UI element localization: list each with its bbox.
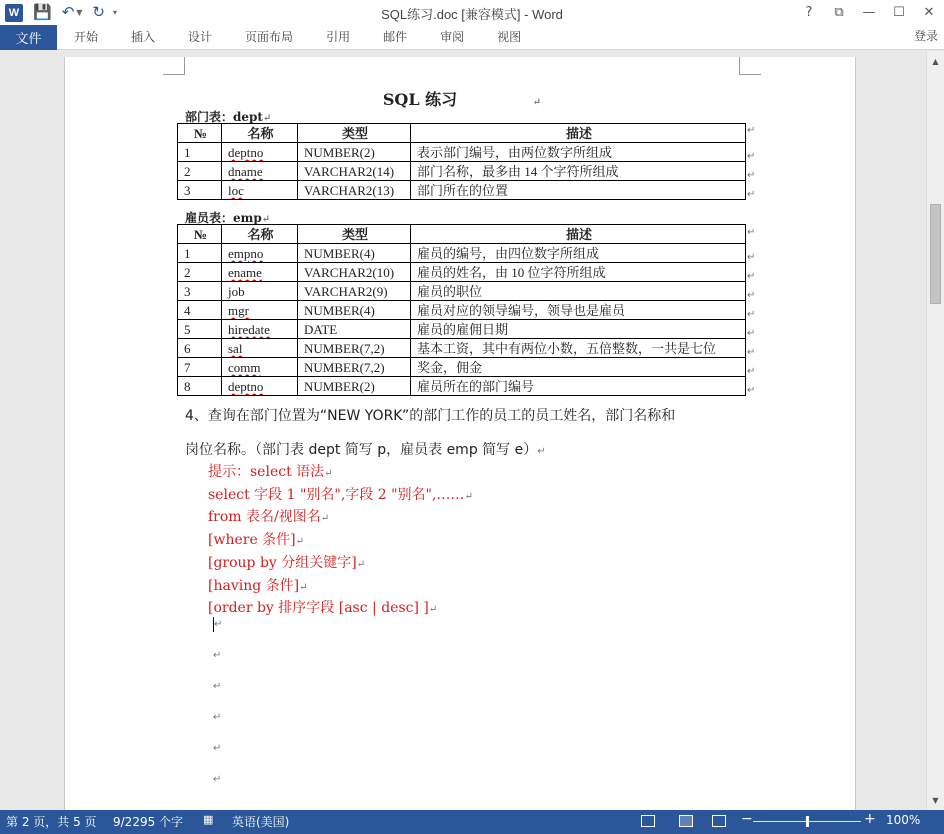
table-cell: DATE xyxy=(298,320,411,339)
ribbon-display-options-button[interactable]: ⧉ xyxy=(834,5,844,20)
row-end-mark: ↵ xyxy=(747,271,756,282)
page-count[interactable]: 第 2 页，共 5 页 xyxy=(6,815,97,829)
crop-mark xyxy=(163,57,185,75)
customize-qat-icon[interactable]: ▾ xyxy=(113,8,118,17)
table-row xyxy=(178,162,746,181)
hint-line xyxy=(208,530,473,553)
row-end-mark: ↵ xyxy=(747,227,756,238)
document-page[interactable] xyxy=(64,57,856,810)
row-end-mark: ↵ xyxy=(747,290,756,301)
table-cell: VARCHAR2(14) xyxy=(298,162,411,181)
empty-paragraph[interactable] xyxy=(213,671,222,702)
table-header-row xyxy=(178,225,746,244)
paragraph-mark: ↵ xyxy=(299,581,308,593)
table-header-cell: № xyxy=(178,124,222,143)
table-header-cell: № xyxy=(178,225,222,244)
hint-line-text: select 字段 1 "别名",字段 2 "别名",…… xyxy=(208,486,465,503)
paragraph-mark: ↵ xyxy=(261,214,271,225)
row-end-mark: ↵ xyxy=(747,385,756,396)
hint-line xyxy=(208,598,473,621)
paragraph-mark: ↵ xyxy=(324,468,333,479)
tab-file[interactable]: 文件 xyxy=(0,25,57,50)
document-title-text: SQL 练习 xyxy=(382,90,458,109)
redo-icon[interactable]: ↻ xyxy=(92,3,105,21)
table-cell: sal xyxy=(222,339,298,358)
table-cell: deptno xyxy=(222,377,298,396)
zoom-in-button[interactable]: + xyxy=(864,811,876,827)
table-row xyxy=(178,339,746,358)
empty-paragraph[interactable] xyxy=(213,764,222,795)
hint-line-text: [where 条件] xyxy=(208,532,296,549)
table-row xyxy=(178,358,746,377)
scroll-up-arrow-icon[interactable]: ▲ xyxy=(932,56,939,66)
table-cell: 1 xyxy=(178,244,222,263)
zoom-slider-thumb[interactable] xyxy=(806,816,809,827)
help-button[interactable]: ? xyxy=(805,5,813,20)
table-row xyxy=(178,301,746,320)
row-end-mark: ↵ xyxy=(747,328,756,339)
word-count[interactable]: 9/2295 个字 xyxy=(113,815,184,829)
table-cell: empno xyxy=(222,244,298,263)
table-cell: 奖金，佣金 xyxy=(411,358,746,377)
empty-paragraph[interactable] xyxy=(213,733,222,764)
table-cell: 2 xyxy=(178,162,222,181)
table-cell: ename xyxy=(222,263,298,282)
table-cell: 1 xyxy=(178,143,222,162)
maximize-button[interactable]: ☐ xyxy=(893,5,905,20)
question-line-text: 岗位名称。（部门表 dept 简写 p，雇员表 emp 简写 e） xyxy=(185,442,538,458)
paragraph-mark: ↵ xyxy=(213,650,222,661)
table-header-cell: 名称 xyxy=(222,124,298,143)
hint-line xyxy=(208,462,473,485)
table-header-cell: 名称 xyxy=(222,225,298,244)
table-header-cell: 描述 xyxy=(411,124,746,143)
table-cell: deptno xyxy=(222,143,298,162)
table-cell: NUMBER(7,2) xyxy=(298,358,411,377)
close-button[interactable]: ✕ xyxy=(923,5,935,20)
empty-paragraph[interactable] xyxy=(213,609,222,640)
paragraph-mark: ↵ xyxy=(295,536,305,548)
table-cell: VARCHAR2(10) xyxy=(298,263,411,282)
word-logo-icon[interactable]: W xyxy=(5,4,23,22)
table-cell: 6 xyxy=(178,339,222,358)
table-cell: 7 xyxy=(178,358,222,377)
table-cell: VARCHAR2(13) xyxy=(298,181,411,200)
table-cell: 雇员的编号，由四位数字所组成 xyxy=(411,244,746,263)
paragraph-mark: ↵ xyxy=(213,743,222,754)
table-cell: 雇员所在的部门编号 xyxy=(411,377,746,396)
paragraph-mark: ↵ xyxy=(213,681,222,692)
table-cell: VARCHAR2(9) xyxy=(298,282,411,301)
vertical-scrollbar[interactable] xyxy=(926,51,944,810)
print-layout-view-icon[interactable] xyxy=(679,815,693,827)
empty-paragraphs xyxy=(213,609,222,795)
hint-line-text: [order by 排序字段 [asc | desc] ] xyxy=(208,600,429,617)
paragraph-mark: ↵ xyxy=(320,513,330,525)
tab-design[interactable]: 设计 xyxy=(188,30,213,44)
table-cell: 表示部门编号，由两位数字所组成 xyxy=(411,143,746,162)
ribbon-tabs xyxy=(0,25,944,50)
table-header-cell: 描述 xyxy=(411,225,746,244)
table-cell: loc xyxy=(222,181,298,200)
scroll-thumb[interactable] xyxy=(930,204,941,304)
table-header-cell: 类型 xyxy=(298,124,411,143)
row-end-mark: ↵ xyxy=(747,151,756,162)
document-title xyxy=(65,87,857,110)
paragraph-mark: ↵ xyxy=(464,490,473,502)
row-end-mark: ↵ xyxy=(747,170,756,181)
table-cell: 4 xyxy=(178,301,222,320)
table-header-cell: 类型 xyxy=(298,225,411,244)
hint-line xyxy=(208,553,473,576)
paragraph-mark: ↵ xyxy=(356,558,366,570)
status-bar xyxy=(0,810,944,834)
hint-line xyxy=(208,576,473,599)
table-row xyxy=(178,282,746,301)
login-link[interactable]: 登录 xyxy=(913,29,938,43)
table-cell: 雇员对应的领导编号，领导也是雇员 xyxy=(411,301,746,320)
table-row xyxy=(178,263,746,282)
zoom-out-button[interactable]: − xyxy=(741,811,753,827)
scroll-down-arrow-icon[interactable]: ▼ xyxy=(932,795,939,805)
emp-table xyxy=(177,224,746,396)
table-row xyxy=(178,320,746,339)
table-cell: 部门名称，最多由 14 个字符所组成 xyxy=(411,162,746,181)
zoom-level[interactable]: 100% xyxy=(886,813,921,827)
empty-paragraph[interactable] xyxy=(213,702,222,733)
row-end-mark: ↵ xyxy=(747,347,756,358)
table-cell: 8 xyxy=(178,377,222,396)
tab-insert[interactable]: 插入 xyxy=(131,30,156,44)
table-cell: 2 xyxy=(178,263,222,282)
table-header-row xyxy=(178,124,746,143)
table-cell: NUMBER(4) xyxy=(298,244,411,263)
table-cell: 3 xyxy=(178,282,222,301)
paragraph-mark: ↵ xyxy=(532,97,542,108)
quick-access-toolbar xyxy=(0,0,117,25)
paragraph-mark: ↵ xyxy=(213,712,222,723)
table-cell: 3 xyxy=(178,181,222,200)
table-cell: mgr xyxy=(222,301,298,320)
dept-table xyxy=(177,123,746,200)
table-cell: dname xyxy=(222,162,298,181)
tab-home[interactable]: 开始 xyxy=(74,30,99,44)
row-end-mark: ↵ xyxy=(747,309,756,320)
save-icon[interactable]: 💾 xyxy=(33,3,52,21)
question-line: 4、查询在部门位置为“NEW YORK”的部门工作的员工的员工姓名，部门名称和 xyxy=(185,408,676,424)
minimize-button[interactable]: — xyxy=(862,5,876,20)
tab-view[interactable]: 视图 xyxy=(497,30,522,44)
hint-line-text: 提示：select 语法 xyxy=(208,464,325,480)
table-row xyxy=(178,181,746,200)
hint-line-text: [having 条件] xyxy=(208,577,300,594)
table-cell: NUMBER(4) xyxy=(298,301,411,320)
row-end-mark: ↵ xyxy=(747,252,756,263)
paragraph-mark: ↵ xyxy=(213,774,222,785)
hint-line-text: from 表名/视图名 xyxy=(208,509,321,526)
row-end-mark: ↵ xyxy=(747,125,756,136)
table-cell: 雇员的姓名，由 10 位字符所组成 xyxy=(411,263,746,282)
dept-label-text: 部门表：dept xyxy=(185,110,263,124)
tab-page-layout[interactable]: 页面布局 xyxy=(245,30,294,44)
emp-label-text: 雇员表：emp xyxy=(185,211,262,225)
table-cell: 5 xyxy=(178,320,222,339)
crop-mark xyxy=(739,57,761,75)
empty-paragraph[interactable] xyxy=(213,640,222,671)
language-indicator[interactable]: 英语(美国) xyxy=(232,815,290,829)
paragraph-mark: ↵ xyxy=(262,113,272,124)
row-end-mark: ↵ xyxy=(747,189,756,200)
window-title: SQL练习.doc [兼容模式] - Word xyxy=(381,7,563,22)
proofing-icon[interactable]: ▦ xyxy=(203,813,214,826)
table-cell: NUMBER(2) xyxy=(298,377,411,396)
table-cell: hiredate xyxy=(222,320,298,339)
table-cell: 部门所在的位置 xyxy=(411,181,746,200)
window-controls xyxy=(794,0,944,25)
table-row xyxy=(178,244,746,263)
question-paragraph xyxy=(185,399,755,469)
table-row xyxy=(178,377,746,396)
table-cell: NUMBER(7,2) xyxy=(298,339,411,358)
read-mode-view-icon[interactable] xyxy=(641,815,655,827)
table-cell: comm xyxy=(222,358,298,377)
hint-line xyxy=(208,485,473,508)
tab-references[interactable]: 引用 xyxy=(326,30,351,44)
paragraph-mark: ↵ xyxy=(428,604,438,616)
tab-mailings[interactable]: 邮件 xyxy=(383,30,408,44)
hint-line-text: [group by 分组关键字] xyxy=(208,554,357,571)
web-layout-view-icon[interactable] xyxy=(712,815,726,827)
undo-dropdown-icon[interactable]: ▼ xyxy=(76,8,83,17)
table-cell: 雇员的职位 xyxy=(411,282,746,301)
row-end-mark: ↵ xyxy=(747,366,756,377)
sql-hint-block xyxy=(208,462,473,621)
title-bar xyxy=(0,0,944,25)
paragraph-mark: ↵ xyxy=(537,446,546,457)
paragraph-mark: ↵ xyxy=(214,619,223,630)
table-cell: 雇员的雇佣日期 xyxy=(411,320,746,339)
hint-line xyxy=(208,507,473,530)
undo-icon[interactable]: ↶ xyxy=(61,3,75,21)
table-cell: 基本工资，其中有两位小数，五倍整数，一共是七位 xyxy=(411,339,746,358)
tab-review[interactable]: 审阅 xyxy=(440,30,465,44)
table-row xyxy=(178,143,746,162)
table-cell: job xyxy=(222,282,298,301)
table-cell: NUMBER(2) xyxy=(298,143,411,162)
document-area xyxy=(0,51,926,810)
